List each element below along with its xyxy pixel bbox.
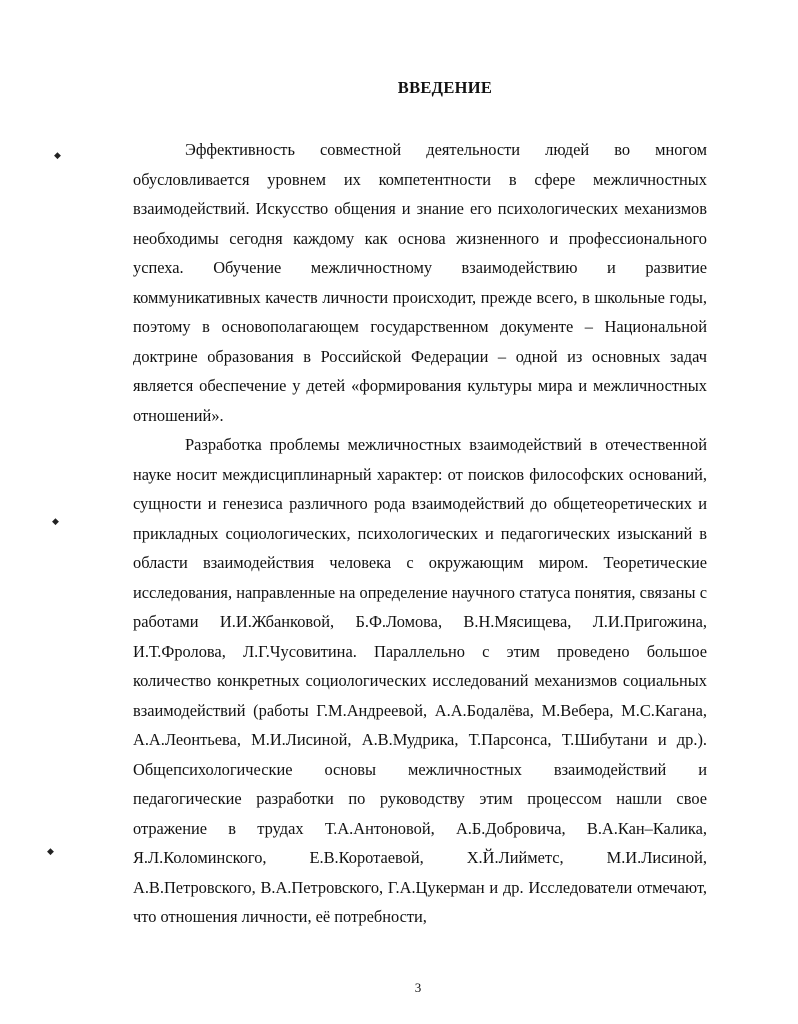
margin-mark: ◆	[47, 846, 54, 856]
page-title: ВВЕДЕНИЕ	[397, 78, 493, 97]
body-text	[133, 135, 707, 932]
page-number: 3	[414, 980, 422, 995]
margin-mark: ◆	[54, 150, 61, 160]
paragraph: Эффективность совместной деятельности людей во многом обусловливается уровнем их компетентности в сфере межличностных взаимодействий. Искусство общения и знание его психологических механизмов необходимы сегодня каждому как основа жизненного и профессионального успеха. Обучение межличностному взаимодействию и развитие коммуникативных качеств личности происходит, прежде всего, в школьные годы, поэтому в основополагающем государственном документе – Национальной доктрине образования в Российской Федерации – одной из основных задач является обеспечение у детей «формирования культуры мира и межличностных отношений».	[133, 140, 707, 425]
margin-mark: ◆	[52, 516, 59, 526]
paragraph: Разработка проблемы межличностных взаимодействий в отечественной науке носит междисциплинарный характер: от поисков философских оснований, сущности и генезиса различного рода взаимодействий до общетеоретических и прикладных социологических, психологических и педагогических изысканий в области взаимодействия человека с окружающим миром. Теоретические исследования, направленные на определение научного статуса понятия, связаны с работами И.И.Жбанковой, Б.Ф.Ломова, В.Н.Мясищева, Л.И.Пригожина, И.Т.Фролова, Л.Г.Чусовитина. Параллельно с этим проведено большое количество конкретных социологических исследований механизмов социальных взаимодействий (работы Г.М.Андреевой, А.А.Бодалёва, М.Вебера, М.С.Кагана, А.А.Леонтьева, М.И.Лисиной, А.В.Мудрика, Т.Парсонса, Т.Шибутани и др.). Общепсихологические основы межличностных взаимодействий и педагогические разработки по руководству этим процессом нашли свое отражение в трудах Т.А.Антоновой, А.Б.Добровича, В.А.Кан–Калика, Я.Л.Коломинского, Е.В.Коротаевой, Х.Й.Лийметс, М.И.Лисиной, А.В.Петровского, В.А.Петровского, Г.А.Цукерман и др. Исследователи отмечают, что отношения личности, её потребности,	[133, 435, 707, 926]
